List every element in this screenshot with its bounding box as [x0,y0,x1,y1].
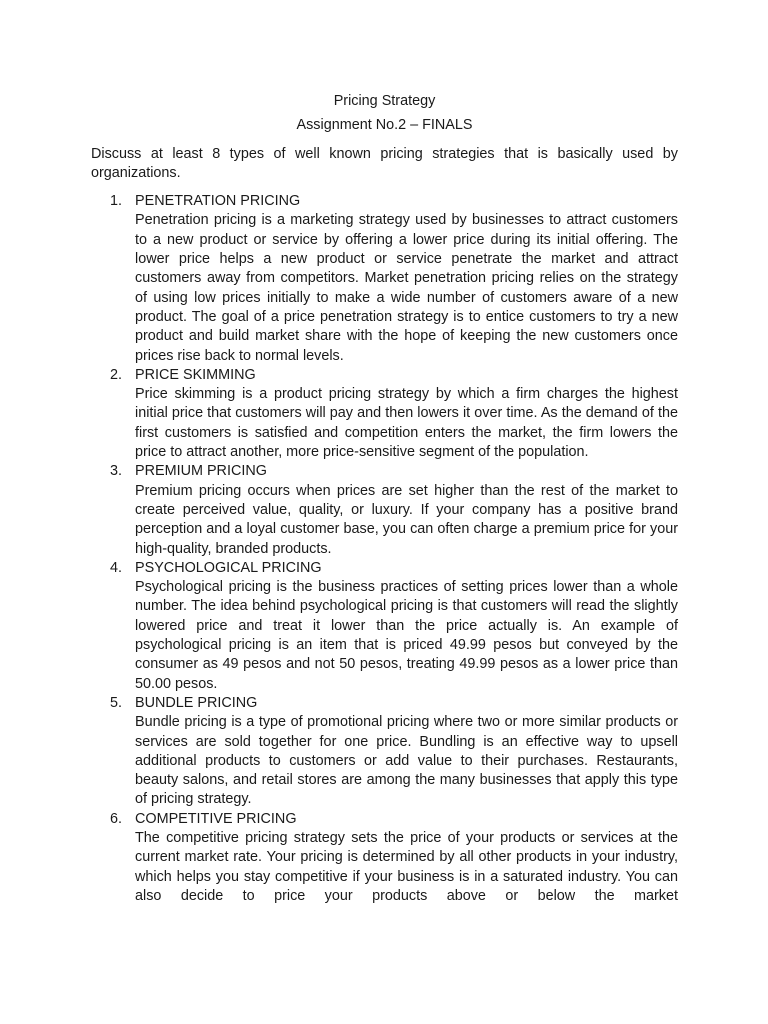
item-body: Psychological pricing is the business practices of setting prices lower than a whole number. The idea behind psychological pricing is that customers will read the slightly lowered price and treat it lower than the price actually is. An example of psychological pricing is an item that is priced 49.99 pesos but conveyed by the consumer as 49 pesos and not 50 pesos, treating 49.99 pesos as a lower price than 50.00 pesos. [135,579,678,692]
item-number: 5. [110,694,123,711]
item-number: 1. [110,193,123,210]
list-item [91,694,678,810]
item-number: 3. [110,463,123,480]
item-heading: PREMIUM PRICING [135,463,267,480]
item-heading: COMPETITIVE PRICING [135,810,297,827]
item-number: 4. [110,559,123,576]
list-item [91,810,678,906]
item-heading: PENETRATION PRICING [135,193,301,210]
intro-paragraph: Discuss at least 8 types of well known pricing strategies that is basically used by organizations. [91,145,678,181]
document-page [91,92,678,906]
item-heading: PSYCHOLOGICAL PRICING [135,559,322,576]
document-subtitle: Assignment No.2 – FINALS [296,117,473,134]
item-heading: PRICE SKIMMING [135,366,256,383]
item-body: Bundle pricing is a type of promotional pricing where two or more similar products or services are sold together for one price. Bundling is an effective way to upsell additional products to customers or add value to their purchases. Restaurants, beauty salons, and retail stores are among the many businesses that apply this type of pricing strategy. [135,714,678,808]
list-item [91,462,678,558]
item-number: 2. [110,366,123,383]
list-item [91,559,678,694]
list-item [91,366,678,462]
pricing-strategy-list [91,192,678,906]
item-body: Penetration pricing is a marketing strategy used by businesses to attract customers to a new product or service by offering a lower price during its initial offering. The lower price helps a new product or service penetrate the market and attract customers away from competitors. Market penetration pricing relies on the strategy of using low prices initially to make a wide number of customers aware of a new product. The goal of a price penetration strategy is to entice customers to try a new product and build market share with the hope of keeping the new customers once prices rise back to normal levels. [135,212,678,364]
item-body: The competitive pricing strategy sets the price of your products or services at the current market rate. Your pricing is determined by all other products in your industry, which helps you stay competitive if your business is in a saturated industry. You can also decide to price your products above or below the market [135,829,678,904]
item-heading: BUNDLE PRICING [135,694,258,711]
item-body: Premium pricing occurs when prices are set higher than the rest of the market to create perceived value, quality, or luxury. If your company has a positive brand perception and a loyal customer base, you can often charge a premium price for your high-quality, branded products. [135,482,678,557]
list-item [91,192,678,366]
item-number: 6. [110,810,123,827]
document-title: Pricing Strategy [333,93,436,109]
item-body: Price skimming is a product pricing strategy by which a firm charges the highest initial price that customers will pay and then lowers it over time. As the demand of the first customers is satisfied and competition enters the market, the firm lowers the price to attract another, more price-sensitive segment of the population. [135,386,678,461]
